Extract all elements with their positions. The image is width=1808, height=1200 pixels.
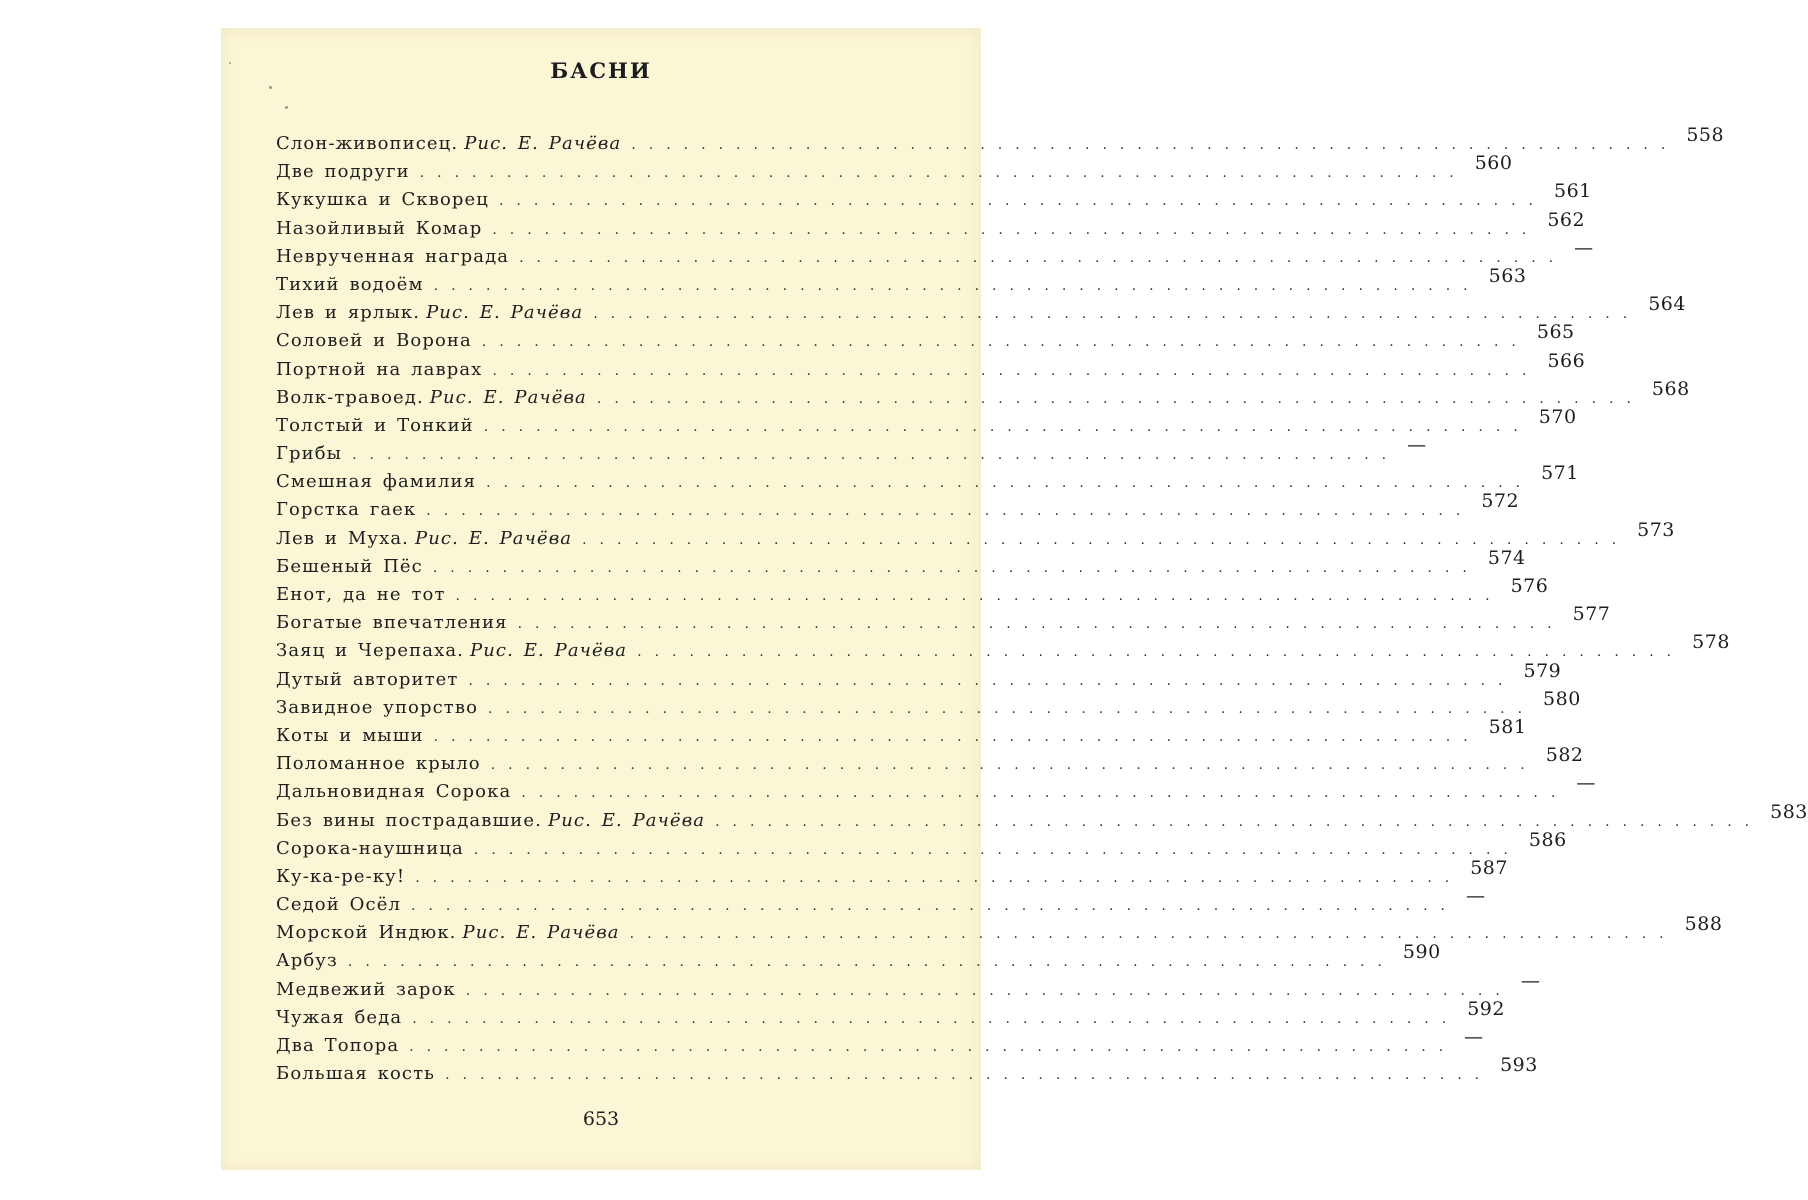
- dot-leader: ............................................................: [596, 390, 1644, 407]
- entry-title: Два Топора: [276, 1035, 400, 1056]
- toc-entry: [276, 885, 1486, 921]
- dot-leader: ............................................................: [352, 447, 1400, 464]
- illustration-credit: Рис. Е. Рачёва: [426, 302, 584, 324]
- dot-leader: ............................................................: [582, 531, 1630, 548]
- entry-page-number: 563: [1488, 264, 1527, 287]
- entry-page-number: 561: [1553, 180, 1592, 203]
- entry-title: Лев и Муха.: [276, 527, 409, 549]
- toc-entry: [276, 377, 1690, 414]
- entry-title: Дутый авторитет: [276, 668, 459, 690]
- entry-page-number: —: [1407, 434, 1427, 457]
- dot-leader: ............................................................: [490, 757, 1538, 774]
- toc-entry: [276, 405, 1577, 442]
- entry-page-number: 588: [1684, 913, 1723, 936]
- entry-title: Неврученная награда: [276, 245, 510, 267]
- entry-page-number: 571: [1541, 462, 1579, 485]
- entry-page-number: 592: [1467, 997, 1505, 1020]
- toc-entry: [276, 828, 1567, 865]
- dot-leader: ............................................................: [481, 334, 1529, 351]
- entry-page-number: 580: [1543, 687, 1581, 710]
- dot-leader: ............................................................: [426, 503, 1474, 520]
- toc-entry: [276, 236, 1594, 273]
- entry-page-number: 568: [1651, 377, 1690, 400]
- entry-page-number: 562: [1547, 208, 1586, 231]
- entry-title: Бешеный Пёс: [276, 555, 423, 577]
- entry-page-number: 590: [1402, 941, 1441, 964]
- entry-page-number: 572: [1481, 490, 1520, 513]
- dot-leader: ............................................................: [519, 249, 1567, 266]
- toc-entry: [276, 546, 1526, 583]
- toc-entry: [276, 293, 1686, 329]
- toc-entry: [276, 349, 1586, 386]
- entry-title: Сорока-наушница: [276, 837, 464, 859]
- dot-leader: ............................................................: [631, 137, 1679, 153]
- entry-title: Морской Индюк.: [276, 922, 457, 944]
- toc-entry: [276, 603, 1611, 639]
- dot-leader: ............................................................: [483, 418, 1531, 435]
- entry-title: Дальновидная Сорока: [276, 781, 512, 803]
- page-number: 653: [582, 1108, 620, 1130]
- paper-speck: [269, 86, 272, 89]
- toc-entry: [276, 321, 1575, 357]
- toc-entry: [276, 913, 1723, 949]
- dot-leader: ............................................................: [468, 672, 1516, 689]
- toc-entry: [276, 490, 1520, 526]
- toc-entry: [276, 1026, 1484, 1062]
- dot-leader: ............................................................: [409, 1039, 1457, 1055]
- toc-entry: [276, 715, 1527, 752]
- toc-entry: [276, 124, 1725, 160]
- dot-leader: ............................................................: [498, 193, 1546, 210]
- toc-entry: [276, 575, 1549, 611]
- dot-leader: ............................................................: [486, 475, 1534, 492]
- toc-entry: [276, 744, 1584, 780]
- entry-page-number: —: [1464, 1026, 1484, 1048]
- dot-leader: ............................................................: [492, 362, 1540, 379]
- dot-leader: ............................................................: [411, 898, 1459, 915]
- dot-leader: ............................................................: [521, 785, 1569, 802]
- entry-page-number: 573: [1637, 518, 1675, 541]
- entry-title: Без вины пострадавшие.: [276, 809, 542, 831]
- entry-page-number: 565: [1536, 321, 1575, 344]
- dot-leader: ............................................................: [415, 869, 1463, 886]
- entry-title: Смешная фамилия: [276, 471, 477, 493]
- entry-title: Коты и мыши: [276, 724, 424, 746]
- entry-page-number: 560: [1474, 152, 1513, 175]
- entry-title: Медвежий зарок: [276, 978, 456, 1000]
- illustration-credit: Рис. Е. Рачёва: [464, 133, 622, 154]
- dot-leader: ............................................................: [432, 559, 1480, 576]
- toc-entry: [276, 856, 1508, 893]
- entry-title: Кукушка и Скворец: [276, 189, 489, 211]
- entry-title: Назойливый Комар: [276, 217, 483, 239]
- dot-leader: ............................................................: [419, 165, 1467, 182]
- entry-page-number: 579: [1523, 659, 1562, 682]
- entry-page-number: 578: [1692, 631, 1730, 654]
- dot-leader: ............................................................: [433, 277, 1481, 294]
- dot-leader: ............................................................: [433, 728, 1481, 745]
- table-of-contents: [276, 124, 1808, 1090]
- entry-title: Портной на лаврах: [276, 358, 483, 380]
- entry-title: Две подруги: [276, 161, 410, 183]
- entry-title: Седой Осёл: [276, 894, 401, 916]
- entry-title: Грибы: [276, 443, 343, 465]
- toc-entry: [276, 997, 1505, 1034]
- entry-page-number: 586: [1528, 828, 1567, 851]
- book-page: [221, 28, 1808, 1170]
- paper-speck: [229, 62, 231, 64]
- entry-page-number: —: [1576, 772, 1596, 795]
- entry-page-number: 574: [1487, 546, 1526, 569]
- dot-leader: ............................................................: [629, 926, 1677, 943]
- entry-page-number: 581: [1488, 715, 1527, 738]
- entry-title: Завидное упорство: [276, 696, 479, 718]
- toc-entry: [276, 264, 1527, 301]
- toc-entry: [276, 462, 1579, 498]
- toc-entry: [276, 434, 1427, 470]
- entry-title: Арбуз: [276, 950, 338, 972]
- dot-leader: ............................................................: [465, 982, 1513, 999]
- illustration-credit: Рис. Е. Рачёва: [414, 527, 573, 549]
- entry-page-number: 583: [1770, 800, 1808, 823]
- toc-entry: [276, 631, 1730, 667]
- entry-page-number: 587: [1470, 856, 1508, 879]
- entry-page-number: 577: [1572, 603, 1611, 626]
- illustration-credit: Рис. Е. Рачёва: [470, 640, 628, 662]
- toc-entry: [276, 1054, 1538, 1090]
- section-heading: БАСНИ: [550, 58, 652, 83]
- entry-title: Тихий водоём: [276, 273, 424, 295]
- entry-page-number: —: [1466, 885, 1486, 908]
- toc-entry: [276, 518, 1675, 555]
- dot-leader: ............................................................: [637, 644, 1685, 661]
- toc-entry: [276, 152, 1513, 188]
- entry-title: Заяц и Черепаха.: [276, 640, 464, 662]
- entry-title: Ку-ка-ре-ку!: [276, 865, 406, 887]
- entry-page-number: —: [1520, 969, 1541, 992]
- illustration-credit: Рис. Е. Рачёва: [462, 922, 620, 944]
- entry-page-number: 564: [1648, 293, 1686, 316]
- entry-page-number: 558: [1686, 124, 1725, 146]
- entry-page-number: 566: [1547, 349, 1586, 372]
- entry-title: Чужая беда: [276, 1006, 403, 1028]
- entry-page-number: 570: [1538, 405, 1577, 428]
- entry-title: Поломанное крыло: [276, 753, 481, 775]
- dot-leader: ............................................................: [412, 1010, 1460, 1027]
- dot-leader: ............................................................: [517, 616, 1565, 633]
- dot-leader: ............................................................: [488, 700, 1536, 717]
- toc-entry: [276, 208, 1586, 245]
- toc-entry: [276, 659, 1562, 696]
- entry-title: Богатые впечатления: [276, 612, 508, 634]
- dot-leader: ............................................................: [492, 221, 1540, 238]
- dot-leader: ............................................................: [455, 588, 1503, 604]
- entry-title: Толстый и Тонкий: [276, 414, 474, 436]
- illustration-credit: Рис. Е. Рачёва: [429, 386, 587, 408]
- toc-entry: [276, 180, 1592, 216]
- illustration-credit: Рис. Е. Рачёва: [547, 809, 706, 831]
- entry-title: Горстка гаек: [276, 499, 417, 521]
- entry-title: Слон-живописец.: [276, 133, 459, 154]
- entry-title: Енот, да не тот: [276, 584, 446, 605]
- entry-page-number: —: [1574, 236, 1594, 259]
- entry-title: Лев и ярлык.: [276, 302, 421, 324]
- dot-leader: ............................................................: [445, 1067, 1493, 1084]
- dot-leader: ............................................................: [473, 841, 1521, 858]
- entry-title: Волк-травоед.: [276, 386, 424, 408]
- entry-title: Соловей и Ворона: [276, 330, 472, 352]
- dot-leader: ............................................................: [593, 306, 1641, 323]
- entry-page-number: 582: [1545, 744, 1584, 767]
- toc-entry: [276, 772, 1596, 808]
- entry-page-number: 593: [1500, 1054, 1538, 1077]
- toc-entry: [276, 941, 1441, 977]
- dot-leader: ............................................................: [715, 813, 1763, 830]
- entry-title: Большая кость: [276, 1063, 436, 1085]
- dot-leader: ............................................................: [347, 954, 1395, 971]
- toc-entry: [276, 800, 1808, 837]
- toc-entry: [276, 687, 1581, 724]
- entry-page-number: 576: [1510, 575, 1549, 597]
- toc-entry: [276, 969, 1541, 1006]
- paper-speck: [285, 106, 288, 109]
